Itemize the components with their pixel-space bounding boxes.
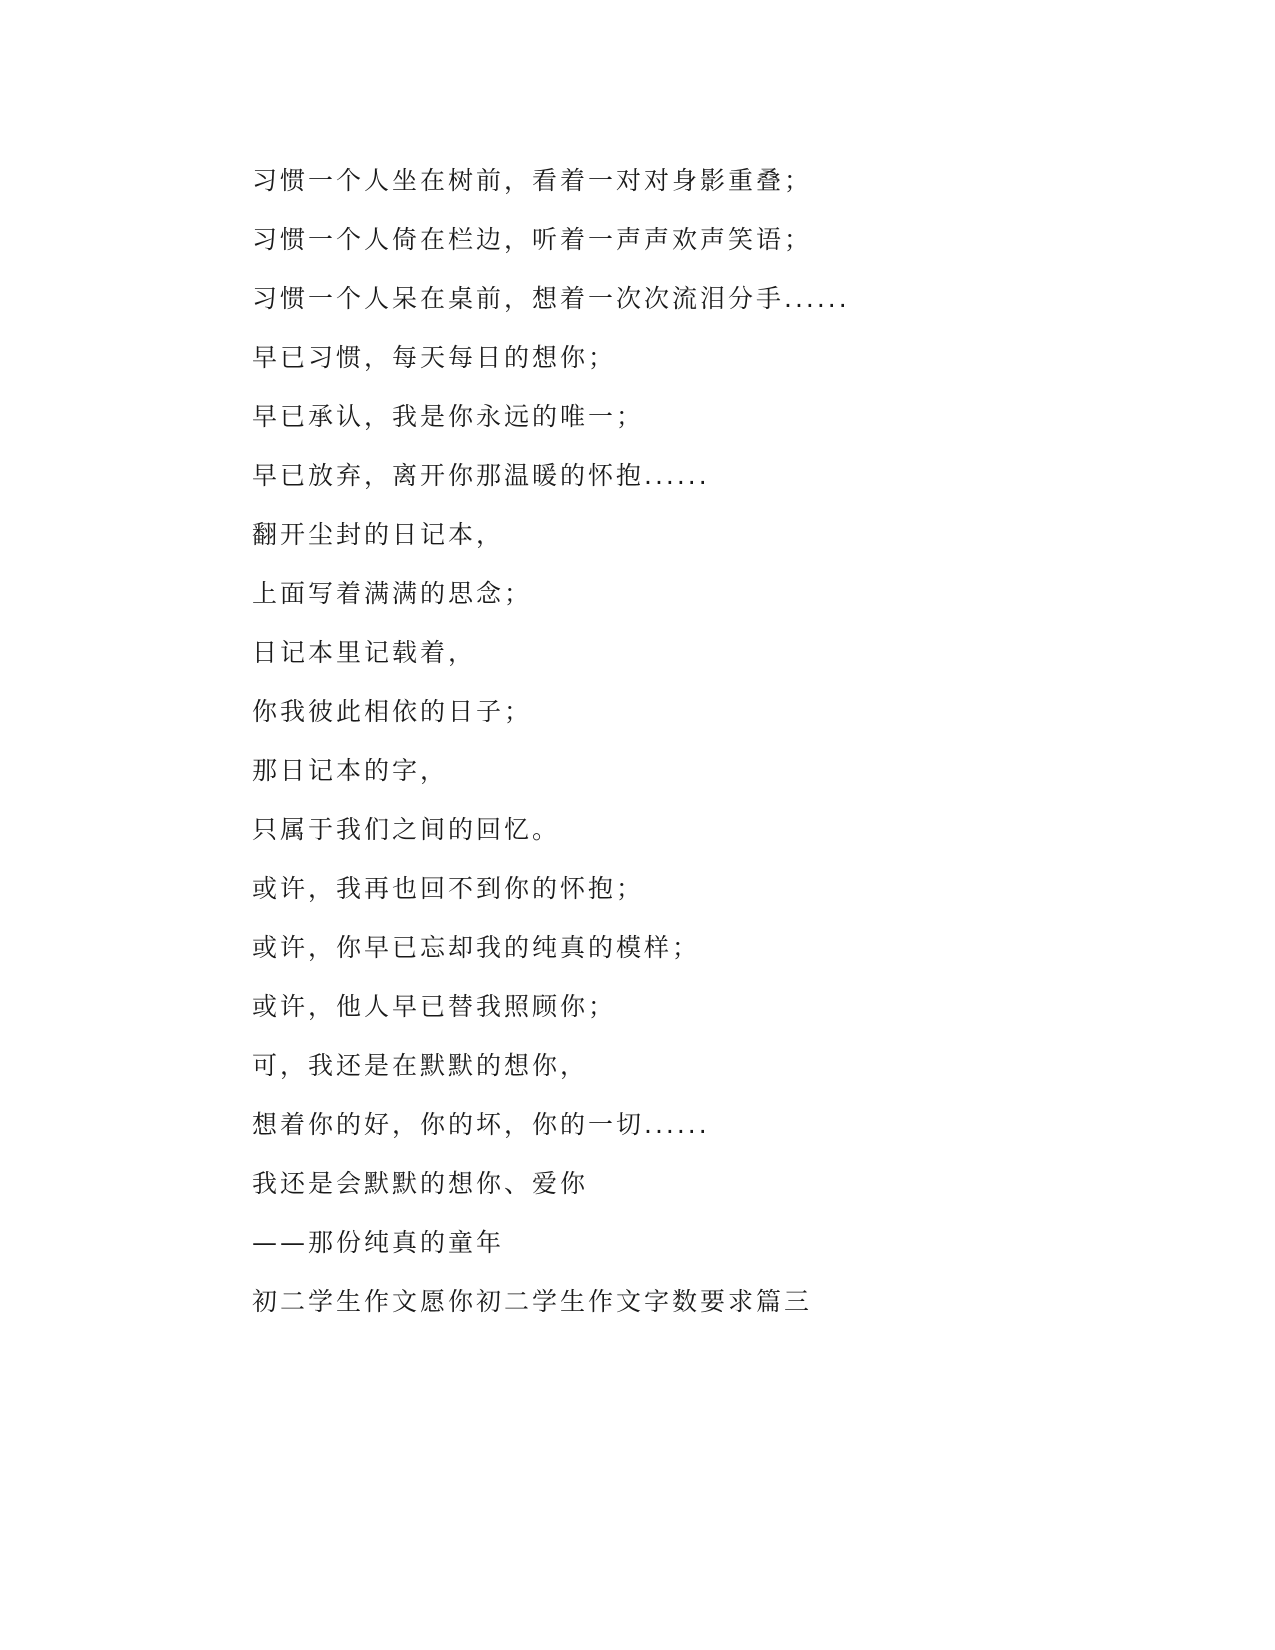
text-line: 习惯一个人倚在栏边，听着一声声欢声笑语； [252,225,813,254]
text-line: 那日记本的字， [252,756,449,785]
text-line: 早已放弃，离开你那温暖的怀抱...... [252,461,710,490]
text-line: 你我彼此相依的日子； [252,697,533,726]
poem-body [252,156,1152,1336]
text-line: 或许，我再也回不到你的怀抱； [252,874,645,903]
text-line: 或许，你早已忘却我的纯真的模样； [252,933,701,962]
text-line: 上面写着满满的思念； [252,579,533,608]
text-line: 早已承认，我是你永远的唯一； [252,402,645,431]
text-line: 想着你的好，你的坏，你的一切...... [252,1110,710,1139]
text-line: 日记本里记载着， [252,638,477,667]
text-line: 习惯一个人呆在桌前，想着一次次流泪分手...... [252,284,850,313]
text-line: 或许，他人早已替我照顾你； [252,992,617,1021]
text-line: 翻开尘封的日记本， [252,520,505,549]
text-line: 只属于我们之间的回忆。 [252,815,561,844]
text-line: 我还是会默默的想你、爱你 [252,1169,589,1198]
text-line: ——那份纯真的童年 [252,1228,505,1257]
section-heading: 初二学生作文愿你初二学生作文字数要求篇三 [252,1287,813,1316]
text-line: 可，我还是在默默的想你， [252,1051,589,1080]
text-line: 早已习惯，每天每日的想你； [252,343,617,372]
text-line: 习惯一个人坐在树前，看着一对对身影重叠； [252,166,813,195]
